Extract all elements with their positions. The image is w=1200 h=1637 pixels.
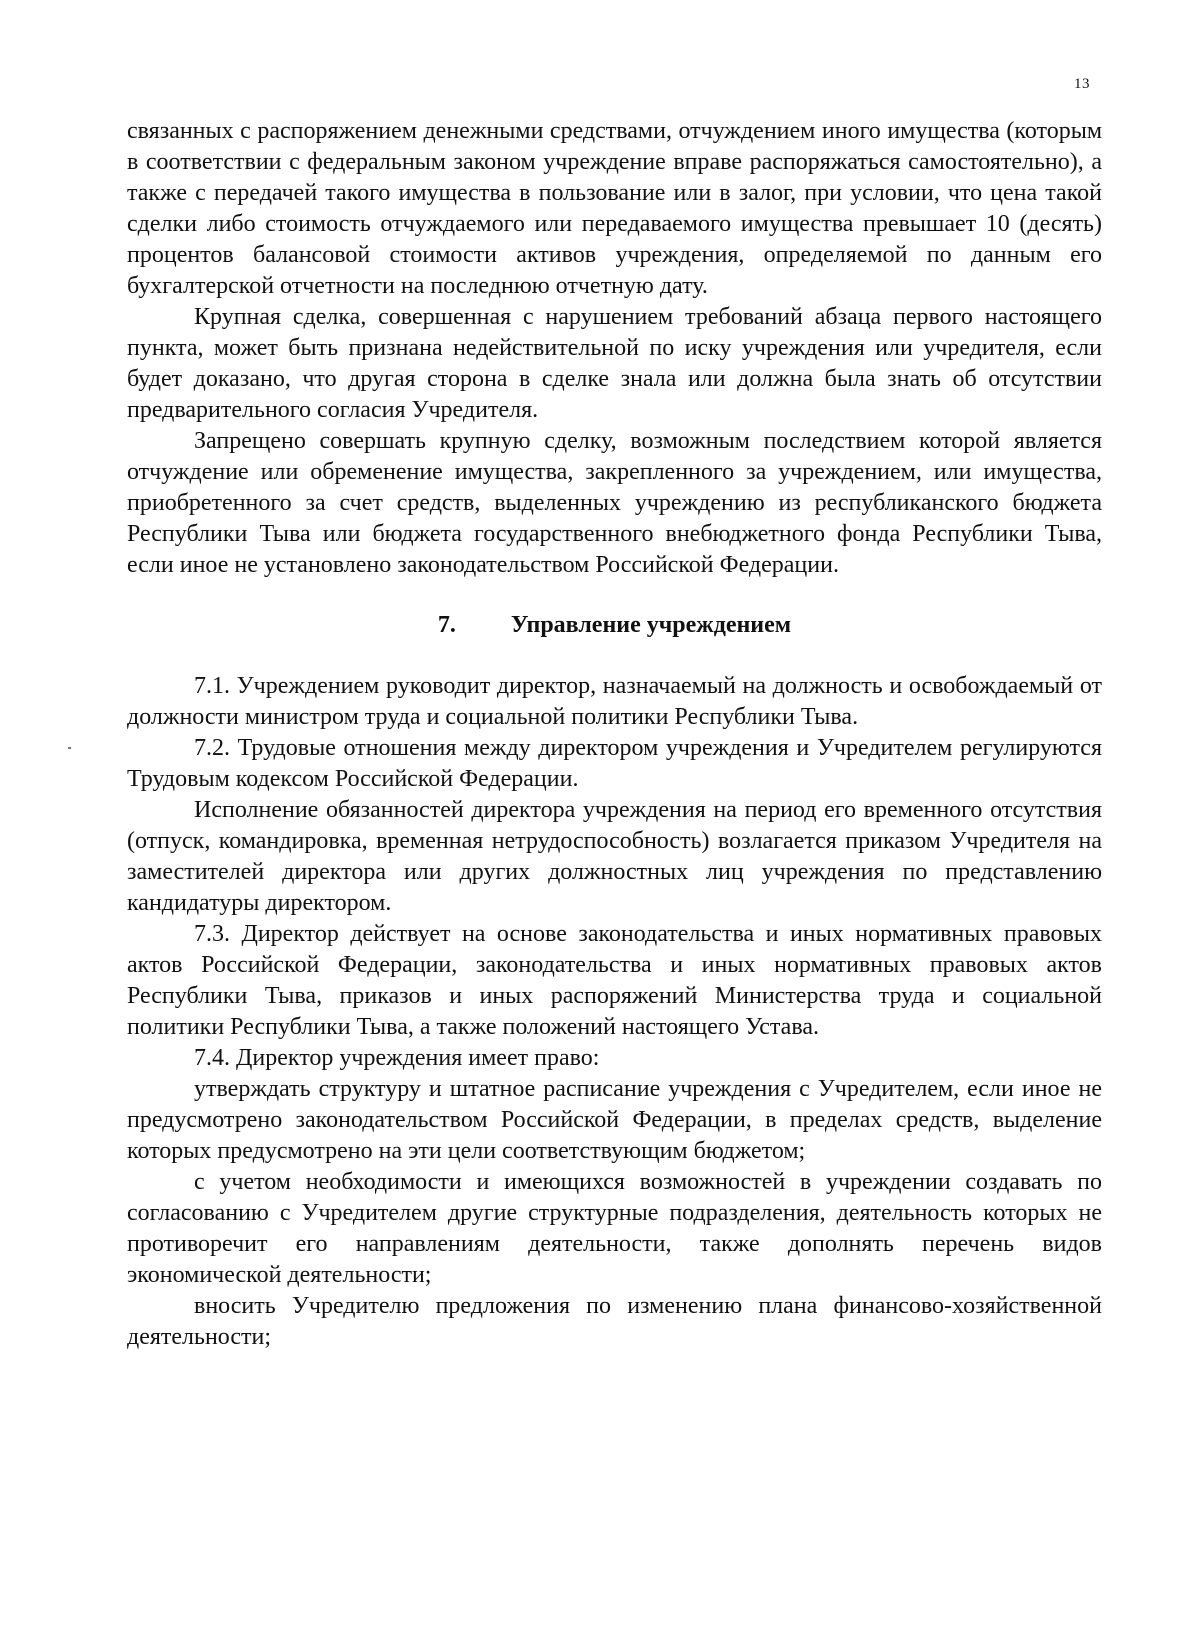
paragraph-7-2: 7.2. Трудовые отношения между директором учреждения и Учредителем регулируются Трудовым кодексом Российской Федерации. — [127, 735, 1102, 792]
paragraph-continuation: связанных с распоряжением денежными средствами, отчуждением иного имущества (которым в соответствии с федеральным законом учреждение вправе распоряжаться самостоятельно), а также с передачей такого имущества в пользование или в залог, при условии, что цена такой сделки либо стоимость отчуждаемого или передаваемого имущества превышает 10 (десять) процентов балансовой стоимости активов учреждения, определяемой по данным его бухгалтерской отчетности на последнюю отчетную дату. — [127, 118, 1102, 299]
list-item-approve-structure: утверждать структуру и штатное расписание учреждения с Учредителем, если иное не предусмотрено законодательством Российской Федерации, в пределах средств, выделение которых предусмотрено на эти цели соответствующим бюджетом; — [127, 1076, 1102, 1164]
document-body — [127, 116, 1102, 1353]
paragraph-7-4: 7.4. Директор учреждения имеет право: — [194, 1045, 600, 1071]
list-item-submit-proposals: вносить Учредителю предложения по изменению плана финансово-хозяйственной деятельности; — [127, 1293, 1102, 1350]
section-number: 7. — [437, 612, 456, 638]
paragraph-major-deal-prohibition: Запрещено совершать крупную сделку, возможным последствием которой является отчуждение или обременение имущества, закрепленного за учреждением, или имущества, приобретенного за счет средств, выделенных учреждению из республиканского бюджета Республики Тыва или бюджета государственного внебюджетного фонда Республики Тыва, если иное не установлено законодательством Российской Федерации. — [127, 428, 1102, 578]
paragraph-7-1: 7.1. Учреждением руководит директор, назначаемый на должность и освобождаемый от должности министром труда и социальной политики Республики Тыва. — [127, 673, 1102, 730]
page-number: 13 — [1074, 76, 1090, 92]
list-item-create-divisions: с учетом необходимости и имеющихся возможностей в учреждении создавать по согласованию с Учредителем другие структурные подразделения, деятельность которых не противоречит его направлениям деятельности, также дополнять перечень видов экономической деятельности; — [127, 1169, 1102, 1288]
section-title: Управление учреждением — [510, 612, 792, 638]
paragraph-acting-director: Исполнение обязанностей директора учреждения на период его временного отсутствия (отпуск, командировка, временная нетрудоспособность) возлагается приказом Учредителя на заместителей директора или других должностных лиц учреждения по представлению кандидатуры директором. — [127, 797, 1102, 916]
paragraph-7-3: 7.3. Директор действует на основе законодательства и иных нормативных правовых актов Российской Федерации, законодательства и иных нормативных правовых актов Республики Тыва, приказов и иных распоряжений Министерства труда и социальной политики Республики Тыва, а также положений настоящего Устава. — [127, 921, 1102, 1040]
scan-speck — [68, 747, 71, 749]
paragraph-major-deal-invalidity: Крупная сделка, совершенная с нарушением требований абзаца первого настоящего пункта, может быть признана недействительной по иску учреждения или учредителя, если будет доказано, что другая сторона в сделке знала или должна была знать об отсутствии предварительного согласия Учредителя. — [127, 304, 1102, 423]
section-heading — [127, 610, 1102, 641]
